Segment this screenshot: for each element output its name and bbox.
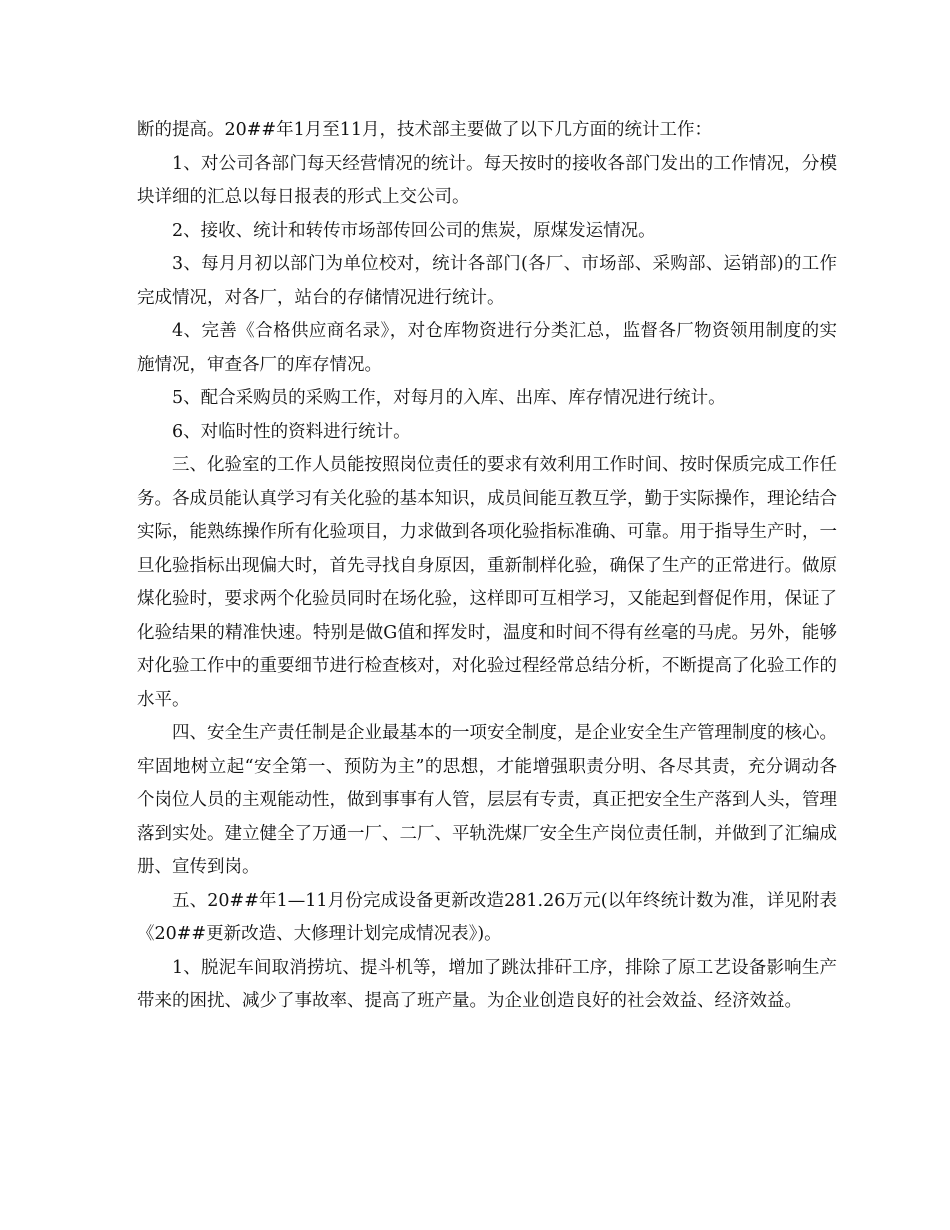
paragraph-equipment-item-1: 1、脱泥车间取消捞坑、提斗机等，增加了跳汰排矸工序，排除了原工艺设备影响生产带来的困扰、减少了事故率、提高了班产量。为企业创造良好的社会效益、经济效益。: [137, 957, 837, 1011]
paragraph-section-4-safety: 四、安全生产责任制是企业最基本的一项安全制度，是企业安全生产管理制度的核心。牢固地树立起“安全第一、预防为主”的思想，才能增强职责分明、各尽其责，充分调动各个岗位人员的主观能动性，做到事事有人管，层层有专责，真正把安全生产落到人头，管理落到实处。建立健全了万通一厂、二厂、平轨洗煤厂安全生产岗位责任制，并做到了汇编成册、宣传到岗。: [137, 723, 837, 877]
paragraph-continuation: 断的提高。20##年1月至11月，技术部主要做了以下几方面的统计工作：: [137, 120, 712, 140]
paragraph-item-5: 5、配合采购员的采购工作，对每月的入库、出库、库存情况进行统计。: [172, 388, 726, 408]
paragraph-item-2: 2、接收、统计和转传市场部传回公司的焦炭，原煤发运情况。: [172, 220, 656, 241]
paragraph-item-3: 3、每月月初以部门为单位校对，统计各部门(各厂、市场部、采购部、运销部)的工作完成情况，对各厂，站台的存储情况进行统计。: [137, 254, 837, 308]
paragraph-item-1: 1、对公司各部门每天经营情况的统计。每天按时的接收各部门发出的工作情况，分模块详细的汇总以每日报表的形式上交公司。: [137, 153, 837, 207]
paragraph-section-5-equipment: 五、20##年1—11月份完成设备更新改造281.26万元(以年终统计数为准，详见附表《20##更新改造、大修理计划完成情况表》)。: [137, 890, 837, 944]
paragraph-section-3-lab: 三、化验室的工作人员能按照岗位责任的要求有效利用工作时间、按时保质完成工作任务。各成员能认真学习有关化验的基本知识，成员间能互教互学，勤于实际操作，理论结合实际，能熟练操作所有化验项目，力求做到各项化验指标准确、可靠。用于指导生产时，一旦化验指标出现偏大时，首先寻找自身原因，重新制样化验，确保了生产的正常进行。做原煤化验时，要求两个化验员同时在场化验，这样即可互相学习，又能起到督促作用，保证了化验结果的精准快速。特别是做G值和挥发时，温度和时间不得有丝毫的马虎。另外，能够对化验工作中的重要细节进行检查核对，对化验过程经常总结分析，不断提高了化验工作的水平。: [137, 455, 837, 710]
paragraph-item-4: 4、完善《合格供应商名录》，对仓库物资进行分类汇总，监督各厂物资领用制度的实施情况，审查各厂的库存情况。: [137, 321, 837, 375]
paragraph-item-6: 6、对临时性的资料进行统计。: [172, 421, 411, 442]
document-body: [137, 114, 837, 1019]
